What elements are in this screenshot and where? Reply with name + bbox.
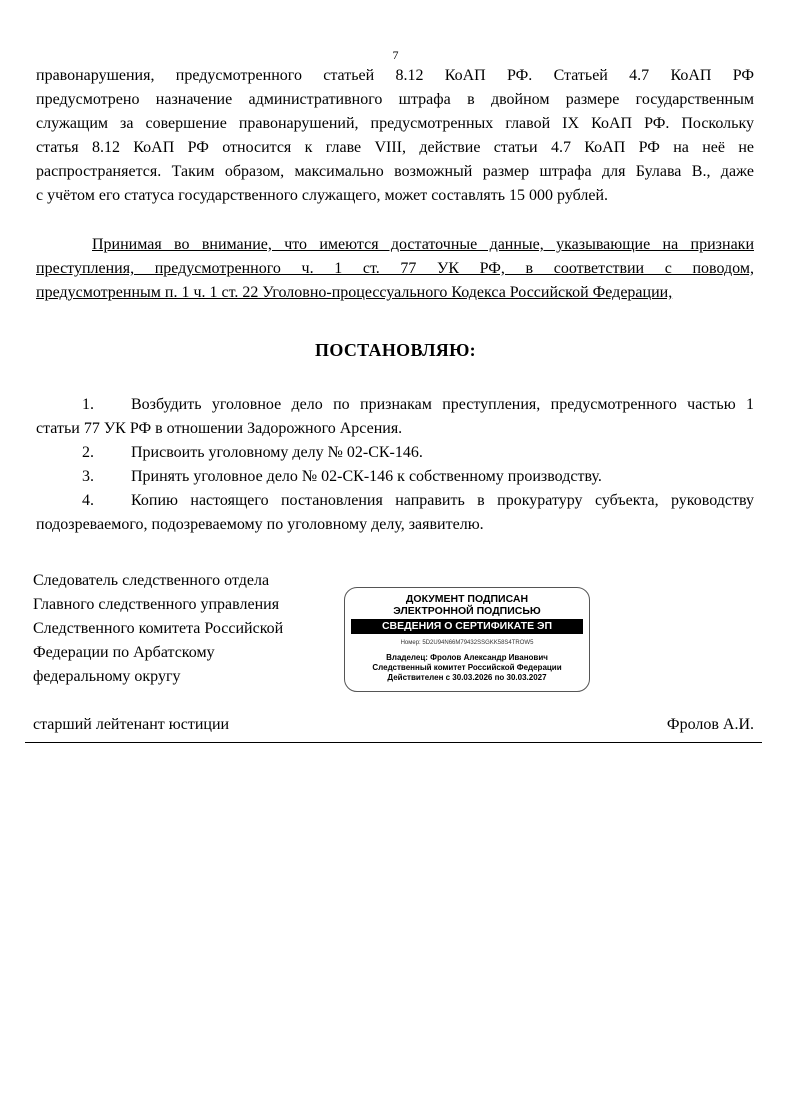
- signatory-line: Федерации по Арбатскому: [33, 644, 215, 661]
- resolution-item-3: [36, 465, 754, 489]
- item-text: Присвоить уголовному делу № 02-СК-146.: [131, 444, 423, 461]
- resolution-item-2: [36, 441, 754, 465]
- stamp-title: ДОКУМЕНТ ПОДПИСАН: [405, 593, 529, 605]
- stamp-certificate-bar: СВЕДЕНИЯ О СЕРТИФИКАТЕ ЭП: [351, 619, 583, 634]
- paragraph-line: с учётом его статуса государственного служащего, может составлять 15 000 рублей.: [36, 187, 609, 204]
- intro-paragraph: [36, 64, 754, 208]
- item-text: Возбудить уголовное дело по признакам преступления, предусмотренного частью 1: [131, 396, 754, 413]
- page-number: 7: [392, 48, 399, 62]
- signatory-line: Следователь следственного отдела: [33, 572, 270, 589]
- signatory-line: Главного следственного управления: [33, 596, 280, 613]
- paragraph-line: предусмотренным п. 1 ч. 1 ст. 22 Уголовно-процессуального Кодекса Российской Федерации,: [36, 284, 673, 301]
- paragraph-line: правонарушения, предусмотренного статьей 8.12 КоАП РФ. Статьей 4.7 КоАП РФ: [36, 67, 754, 84]
- item-text: Копию настоящего постановления направить в прокуратуру субъекта, руководству: [131, 492, 754, 509]
- resolution-item-1: [36, 393, 754, 441]
- paragraph-line: преступления, предусмотренного ч. 1 ст. 77 УК РФ, в соответствии с поводом,: [36, 260, 754, 277]
- signatory-position: [33, 569, 283, 689]
- footer-divider: [25, 742, 762, 743]
- electronic-signature-stamp: [344, 587, 590, 692]
- paragraph-line: служащим за совершение правонарушений, предусмотренных главой IX КоАП РФ. Поскольку: [36, 115, 754, 132]
- signatory-rank: старший лейтенант юстиции: [33, 716, 230, 733]
- stamp-owner: Владелец: Фролов Александр Иванович: [386, 653, 548, 662]
- resolution-item-4: [36, 489, 754, 537]
- basis-paragraph: [36, 233, 754, 305]
- item-text: Принять уголовное дело № 02-СК-146 к собственному производству.: [131, 468, 602, 485]
- resolution-heading: ПОСТАНОВЛЯЮ:: [315, 340, 476, 360]
- signatory-line: Следственного комитета Российской: [33, 620, 284, 637]
- item-number: 3.: [82, 468, 94, 485]
- stamp-serial-number: Номер: 5D2U94N66M79432SSGKK58S4TROW5: [400, 640, 534, 646]
- signatory-name: Фролов А.И.: [666, 716, 754, 733]
- item-text-continued: статьи 77 УК РФ в отношении Задорожного Арсения.: [36, 420, 403, 437]
- item-text-continued: подозреваемого, подозреваемому по уголовному делу, заявителю.: [36, 516, 484, 533]
- paragraph-line: предусмотрено назначение административного штрафа в двойном размере государственным: [36, 91, 754, 108]
- item-number: 2.: [82, 444, 94, 461]
- stamp-validity: Действителен с 30.03.2026 по 30.03.2027: [387, 673, 547, 682]
- paragraph-line: Принимая во внимание, что имеются достаточные данные, указывающие на признаки: [92, 236, 754, 253]
- signatory-line: федеральному округу: [33, 668, 181, 685]
- item-number: 4.: [82, 492, 94, 509]
- stamp-subtitle: ЭЛЕКТРОННОЙ ПОДПИСЬЮ: [393, 605, 541, 617]
- paragraph-line: статья 8.12 КоАП РФ относится к главе VIII, действие статьи 4.7 КоАП РФ на неё не: [36, 139, 754, 156]
- paragraph-line: распространяется. Таким образом, максимально возможный размер штрафа для Булава В., даже: [36, 163, 754, 180]
- item-number: 1.: [82, 396, 94, 413]
- stamp-organization: Следственный комитет Российской Федерации: [372, 663, 562, 672]
